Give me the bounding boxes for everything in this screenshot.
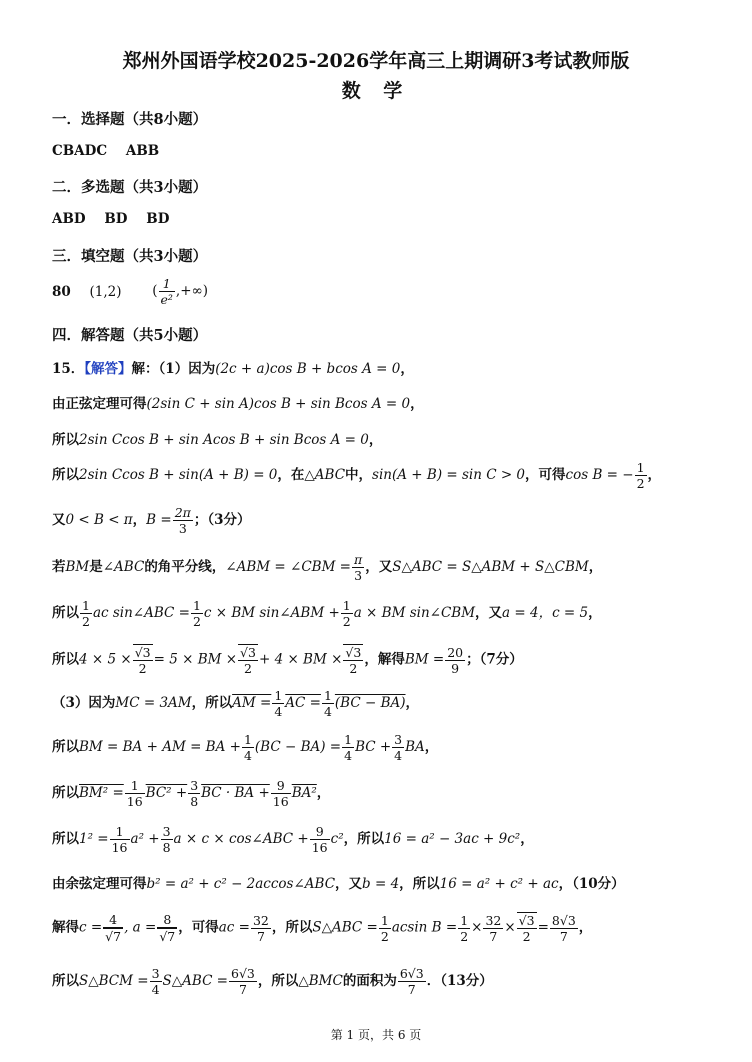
solution-line-12: 所以1² = $\frac{1}{16}$ a² + $\frac{3}{8}$ a × c × cos∠ABC + $\frac{9}{16}$ c²，所以16 = a² − 3ac + 9c²， xyxy=(52,824,534,855)
solution-line-7: 所以 $\frac{1}{2}$ ac sin∠ABC = $\frac{1}{2}$ c × BM sin∠ABM + $\frac{1}{2}$ a × BM sin∠CBM，又a = 4，c = 5， xyxy=(52,598,602,629)
page-title: 郑州外国语学校2025-2026学年高三上期调研3考试教师版 xyxy=(122,50,630,72)
solution-line-13: 由余弦定理可得b² = a² + c² − 2accos∠ABC，又b = 4，所以16 = a² + c² + ac，（10分） xyxy=(52,876,625,892)
solution-line-15: 所以S△BCM = $\frac{3}{4}$ S△ABC = $\frac{6√3}{7}$ ，所以△BMC的面积为 $\frac{6√3}{7}$ ．（13分） xyxy=(52,966,493,997)
multi-answers: ABD BD BD xyxy=(52,211,170,227)
solution-line-8: 所以4 × 5 × $\frac{√3}{2}$ = 5 × BM × $\frac{√3}{2}$ + 4 × BM × $\frac{√3}{2}$ ，解得BM = $\frac{20}{9}$ ；（7分） xyxy=(52,644,523,676)
fill-answer-1: 80 xyxy=(52,283,71,300)
solution-line-11: 所以BM² = $\frac{1}{16}$ BC² + $\frac{3}{8}$ BC · BA + $\frac{9}{16}$ BA²， xyxy=(52,778,331,809)
solution-line-14: 解得c = $\frac{4}{√7}$ , a = $\frac{8}{√7}$ ，可得ac = $\frac{32}{7}$ ，所以S△ABC = $\frac{1}{2}$ acsin B = $\frac{1}{2}$ × $\frac{32}{7}$ × $\frac{√3}{2}$ = $\frac{8√3}{7}$ ， xyxy=(52,912,593,944)
section-heading-choice: 一．选择题（共8小题） xyxy=(52,111,208,128)
solution-line-9: （3）因为MC = 3AM，所以AM = $\frac{1}{4}$ AC = $\frac{1}{4}$ (BC − BA)， xyxy=(52,688,420,719)
solution-line-6: 若BM是∠ABC的角平分线，∠ABM = ∠CBM = $\frac{\pi}{3}$ ，又S△ABC = S△ABM + S△CBM， xyxy=(52,552,603,583)
subject-title: 数 学 xyxy=(341,80,411,102)
solution-line-2: 由正弦定理可得(2sin C + sin A)cos B + sin Bcos A = 0， xyxy=(52,396,424,412)
section-heading-fill: 三．填空题（共3小题） xyxy=(52,248,208,265)
section-heading-solve: 四．解答题（共5小题） xyxy=(52,327,208,344)
fill-answer-3: ( $\frac{1}{\text{e²}}$ ,+∞) xyxy=(152,276,209,307)
answer-tag: 【解答】 xyxy=(84,361,132,377)
section-heading-multi: 二．多选题（共3小题） xyxy=(52,179,208,196)
solution-line-1: 15．【解答】解：（1）因为(2c + a)cos B + bcos A = 0， xyxy=(52,361,414,377)
page-footer: 第 1 页，共 6 页 xyxy=(330,1028,422,1042)
solution-line-10: 所以BM = BA + AM = BA + $\frac{1}{4}$ (BC − BA) = $\frac{1}{4}$ BC + $\frac{3}{4}$ BA， xyxy=(52,732,439,763)
fill-answers xyxy=(52,276,208,307)
solution-line-5: 又0 < B < π，B = $\frac{2\pi}{3}$ ；（3分） xyxy=(52,505,251,536)
solution-line-3: 所以2sin Ccos B + sin Acos B + sin Bcos A = 0， xyxy=(52,432,383,448)
choice-answers: CBADC ABB xyxy=(52,143,160,159)
fill-answer-2: (1,2) xyxy=(89,283,122,300)
solution-line-4: 所以2sin Ccos B + sin(A + B) = 0，在△ABC中，sin(A + B) = sin C > 0，可得cos B = − $\frac{1}{2}$ ， xyxy=(52,460,662,491)
